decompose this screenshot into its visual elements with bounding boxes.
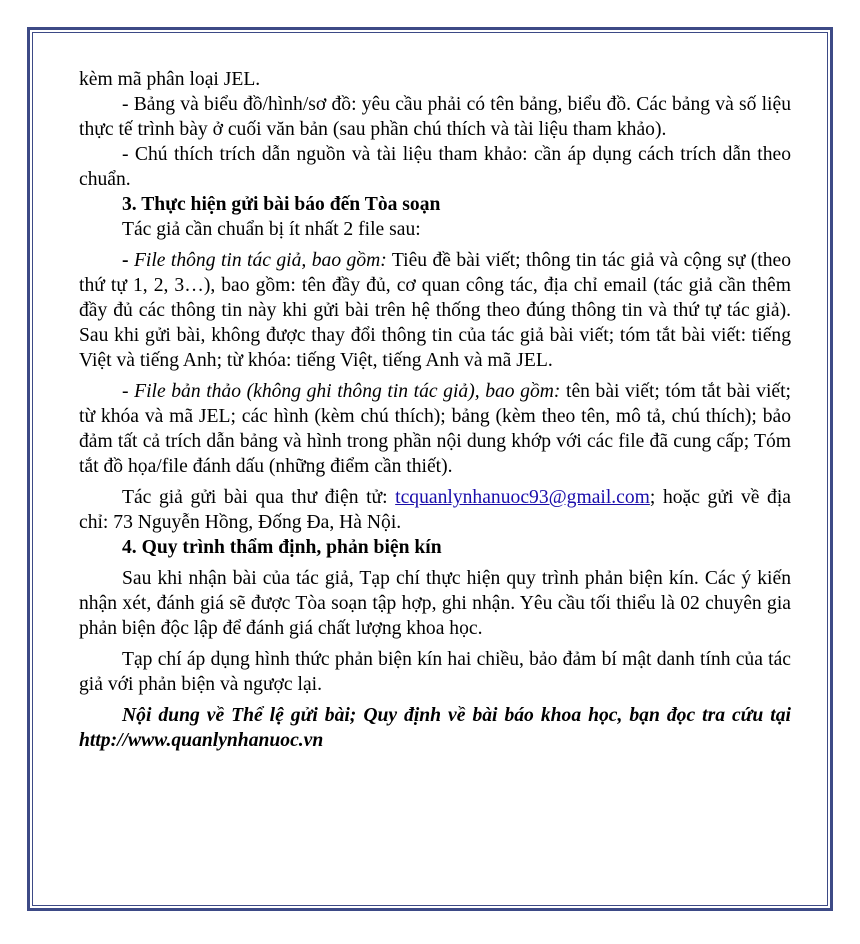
manuscript-file-text: tên bài viết; tóm tắt bài viết; từ khóa và mã JEL; các hình (kèm chú thích); bảng (kèm theo tên, mô tả, chú thích); bảo đảm tất cả trích dẫn bảng và hình trong phần nội dung khớp với các file đã cung cấp; Tóm tắt đồ họa/file đánh dấu (những điểm cần thiết).	[79, 381, 791, 477]
dash-marker: -	[122, 250, 134, 271]
paragraph-tables-figures: - Bảng và biểu đồ/hình/sơ đồ: yêu cầu phải có tên bảng, biểu đồ. Các bảng và số liệu thực tế trình bày ở cuối văn bản (sau phần chú thích và tài liệu tham khảo).	[79, 94, 791, 140]
author-info-file-text: Tiêu đề bài viết; thông tin tác giả và cộng sự (theo thứ tự 1, 2, 3…), bao gồm: tên đầy đủ, cơ quan công tác, địa chỉ email (tác giả cần thêm đầy đủ các thông tin này khi gửi bài trên hệ thống theo đúng thông tin và thứ tự tác giả). Sau khi gửi bài, không được thay đổi thông tin của tác giả bài viết; tóm tắt bài viết: tiếng Việt và tiếng Anh; từ khóa: tiếng Việt, tiếng Anh và mã JEL.	[79, 250, 791, 371]
heading-section-4: 4. Quy trình thẩm định, phản biện kín	[122, 537, 442, 558]
submission-text-b: ; hoặc gửi về địa chỉ: 73 Nguyễn Hồng, Đống Đa, Hà Nội.	[79, 487, 791, 533]
paragraph-review-process: Sau khi nhận bài của tác giả, Tạp chí thực hiện quy trình phản biện kín. Các ý kiến nhận xét, đánh giá sẽ được Tòa soạn tập hợp, ghi nhận. Yêu cầu tối thiểu là 02 chuyên gia phản biện độc lập để đánh giá chất lượng khoa học.	[79, 568, 791, 639]
paragraph-double-blind: Tạp chí áp dụng hình thức phản biện kín hai chiều, bảo đảm bí mật danh tính của tác giả với phản biện và ngược lại.	[79, 649, 791, 695]
paragraph-citations: - Chú thích trích dẫn nguồn và tài liệu tham khảo: cần áp dụng cách trích dẫn theo chuẩn.	[79, 144, 791, 190]
email-link[interactable]: tcquanlynhanuoc93@gmail.com	[395, 487, 650, 508]
manuscript-file-lead: - File bản thảo (không ghi thông tin tác giả), bao gồm:	[122, 381, 561, 402]
paragraph-jel-continuation: kèm mã phân loại JEL.	[79, 69, 261, 90]
author-info-file-lead: File thông tin tác giả, bao gồm:	[133, 250, 387, 271]
paragraph-manuscript-file	[79, 379, 791, 479]
paragraph-files-required: Tác giả cần chuẩn bị ít nhất 2 file sau:	[122, 219, 421, 240]
heading-section-3: 3. Thực hiện gửi bài báo đến Tòa soạn	[122, 194, 441, 215]
paragraph-submission-address	[79, 485, 791, 535]
submission-text-a: Tác giả gửi bài qua thư điện tử:	[122, 487, 396, 508]
paragraph-website-reference: Nội dung về Thể lệ gửi bài; Quy định về bài báo khoa học, bạn đọc tra cứu tại http://www.quanlynhanuoc.vn	[79, 705, 791, 751]
document-body	[79, 67, 791, 753]
paragraph-author-info-file	[79, 248, 791, 373]
